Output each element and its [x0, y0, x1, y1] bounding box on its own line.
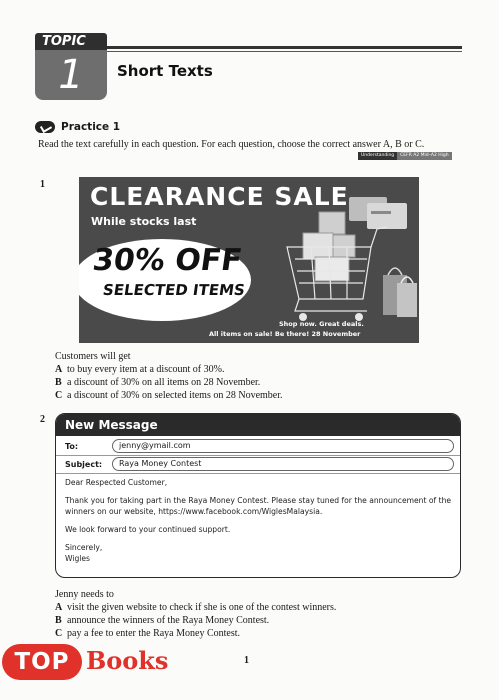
- question-1-stem: Customers will get: [55, 351, 131, 362]
- email-closing: Sincerely,: [65, 543, 103, 552]
- shopping-cart-icon: [259, 197, 419, 327]
- option-letter: B: [55, 615, 62, 626]
- question-2-option-c[interactable]: [55, 628, 240, 639]
- practice-check-icon: [35, 121, 55, 133]
- option-letter: B: [55, 377, 62, 388]
- practice-heading: [35, 121, 120, 133]
- option-letter: A: [55, 364, 63, 375]
- option-text: a discount of 30% on all items on 28 November.: [67, 377, 261, 388]
- ad-selected-items: SELECTED ITEMS: [101, 281, 247, 299]
- email-to-field[interactable]: jenny@ymail.com: [112, 439, 454, 453]
- ad-subtitle: While stocks last: [91, 215, 197, 228]
- option-text: announce the winners of the Raya Money Contest.: [67, 615, 270, 626]
- email-greeting: Dear Respected Customer,: [65, 478, 168, 487]
- email-subject-row: [56, 456, 460, 472]
- email-to-row: [56, 438, 460, 454]
- email-header: New Message: [56, 414, 460, 436]
- ad-discount: 30% OFF: [90, 243, 245, 278]
- question-1-option-a[interactable]: [55, 364, 224, 375]
- practice-label: Practice 1: [61, 121, 121, 133]
- email-body: [65, 477, 455, 564]
- topic-number: 1: [35, 50, 107, 100]
- question-2-option-b[interactable]: [55, 615, 269, 626]
- option-letter: C: [55, 628, 63, 639]
- ad-footer-line-1: Shop now. Great deals.: [279, 320, 364, 328]
- option-text: a discount of 30% on selected items on 28 November.: [67, 390, 283, 401]
- question-number-2: 2: [40, 414, 45, 425]
- email-paragraph-2: We look forward to your continued support.: [65, 525, 231, 534]
- option-letter: A: [55, 602, 63, 613]
- email-window: [55, 413, 461, 578]
- ad-title: CLEARANCE SALE: [90, 182, 349, 211]
- email-subject-field[interactable]: Raya Money Contest: [112, 457, 454, 471]
- email-subject-label: Subject:: [65, 459, 103, 469]
- page-title: Short Texts: [117, 62, 213, 80]
- option-text: pay a fee to enter the Raya Money Contest.: [67, 628, 240, 639]
- level-tags: [358, 152, 452, 160]
- page-number: 1: [244, 655, 249, 666]
- question-2-option-a[interactable]: [55, 602, 336, 613]
- ad-footer-line-2: All items on sale! Be there! 28 November: [209, 330, 361, 338]
- topic-label: TOPIC: [35, 33, 107, 50]
- option-text: to buy every item at a discount of 30%.: [67, 364, 225, 375]
- header-rule: [107, 46, 462, 49]
- email-paragraph-1: Thank you for taking part in the Raya Money Contest. Please stay tuned for the announcement of the winners on our website, https://www.facebook.com/WiglesMalaysia.: [65, 496, 452, 516]
- topbooks-watermark-logo: [2, 644, 180, 680]
- question-1-option-c[interactable]: [55, 390, 283, 401]
- option-text: visit the given website to check if she is one of the contest winners.: [67, 602, 337, 613]
- tag-skill: Understanding: [358, 152, 397, 160]
- header-rule-thin: [107, 51, 462, 52]
- option-letter: C: [55, 390, 63, 401]
- email-signature: Wigles: [65, 554, 91, 563]
- sale-advertisement: [79, 177, 419, 343]
- instructions: Read the text carefully in each question. For each question, choose the correct answer A, B or C.: [38, 139, 425, 150]
- email-to-label: To:: [65, 441, 79, 451]
- email-divider: [56, 473, 460, 474]
- question-number-1: 1: [40, 179, 45, 190]
- logo-top: TOP: [2, 644, 82, 680]
- question-2-stem: Jenny needs to: [55, 589, 114, 600]
- tag-cefr: CEFR A2 Mid–A2 High: [397, 152, 451, 160]
- logo-books: Books: [86, 646, 169, 675]
- question-1-option-b[interactable]: [55, 377, 260, 388]
